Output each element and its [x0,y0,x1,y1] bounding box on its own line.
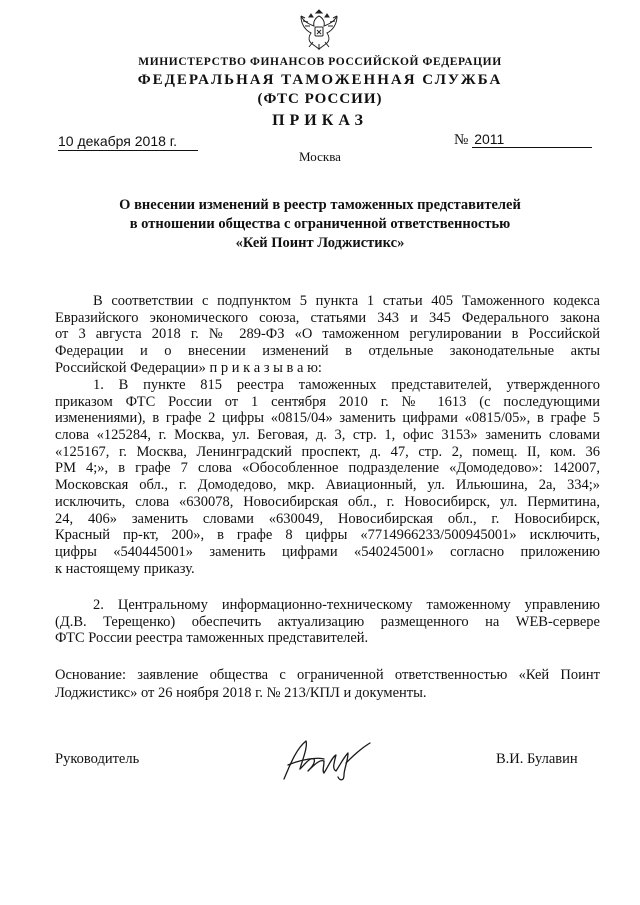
item-1-paragraph [55,377,600,577]
signatory-role: Руководитель [55,751,140,767]
ministry-name: МИНИСТЕРСТВО ФИНАНСОВ РОССИЙСКОЙ ФЕДЕРАЦИИ [138,56,502,68]
document-type: ПРИКАЗ [272,112,368,129]
title-line: «Кей Поинт Лоджистикс» [235,235,405,251]
text-line: 1. В пункте 815 реестра таможенных представителей, утвержденного [93,377,600,393]
order-number [454,131,600,149]
order-city: Москва [299,149,341,164]
text-line: приказом ФТС России от 1 сентября 2010 г. № 1613 (с последующими [55,393,600,410]
text-line: слова «125284, г. Москва, ул. Беговая, д. 3, стр. 1, офис 3153» заменить словами [55,427,600,444]
number-sign: № [454,132,469,148]
text-line: Федерации и о внесении изменений в отдельные законодательные акты [55,343,600,360]
title-line: в отношении общества с ограниченной ответственностью [129,216,511,232]
preamble-paragraph [55,293,600,376]
agency-short-name: (ФТС РОССИИ) [257,91,383,107]
text-line: В соответствии с подпунктом 5 пункта 1 статьи 405 Таможенного кодекса [93,293,600,309]
order-date: 10 декабря 2018 г. [58,133,198,151]
text-line: 24, 406» заменить словами «630049, Новосибирская обл., г. Новосибирск, [55,510,600,527]
item-2-paragraph [55,597,600,647]
text-line: к настоящему приказу. [55,560,195,577]
text-line: Лоджистикс» от 26 ноября 2018 г. № 213/КПЛ и документы. [55,685,427,701]
text-line: Евразийского экономического союза, статьями 343 и 345 Федерального закона [55,309,600,326]
order-number-value: 2011 [472,131,592,148]
text-line: Российской Федерации» п р и к а з ы в а ю: [55,359,322,376]
text-line: 2. Центральному информационно-техническому таможенному управлению [93,597,600,613]
text-line: Московская обл., г. Домодедово, мкр. Авиационный, ул. Ильюшина, 2а, 334;» [55,477,600,494]
text-line: «125167, г. Москва, Ленинградский проспект, д. 47, стр. 2, помещ. II, ком. 36 [55,443,600,460]
order-title [40,196,600,253]
coat-of-arms-emblem [298,6,340,52]
text-line: изменениями), в графе 2 цифры «0815/04» заменить цифрами «0815/05», в графе 5 [55,410,600,427]
basis-paragraph [55,666,600,702]
text-line: РМ 4;», в графе 7 слова «Обособленное подразделение «Домодедово»: 142007, [55,460,600,477]
text-line: Красный пр-кт, 200», в графе 8 цифры «7714966233/500945001» исключить, [55,527,600,544]
text-line: Основание: заявление общества с ограниченной ответственностью «Кей Поинт [55,667,600,683]
text-line: ФТС России реестра таможенных представителей. [55,630,369,647]
handwritten-signature [278,735,378,783]
agency-name: ФЕДЕРАЛЬНАЯ ТАМОЖЕННАЯ СЛУЖБА [137,72,503,88]
text-line: (Д.В. Терещенко) обеспечить актуализацию размещенного на WEB-сервере [55,613,600,630]
text-line: цифры «540445001» заменить цифрами «540245001» согласно приложению [55,543,600,560]
signatory-name: В.И. Булавин [496,751,578,767]
text-line: от 3 августа 2018 г. № 289-ФЗ «О таможенном регулировании в Российской [55,326,600,343]
title-line: О внесении изменений в реестр таможенных представителей [119,197,521,213]
text-line: исключить, слова «630078, Новосибирская обл., г. Новосибирск, ул. Пермитина, [55,493,600,510]
